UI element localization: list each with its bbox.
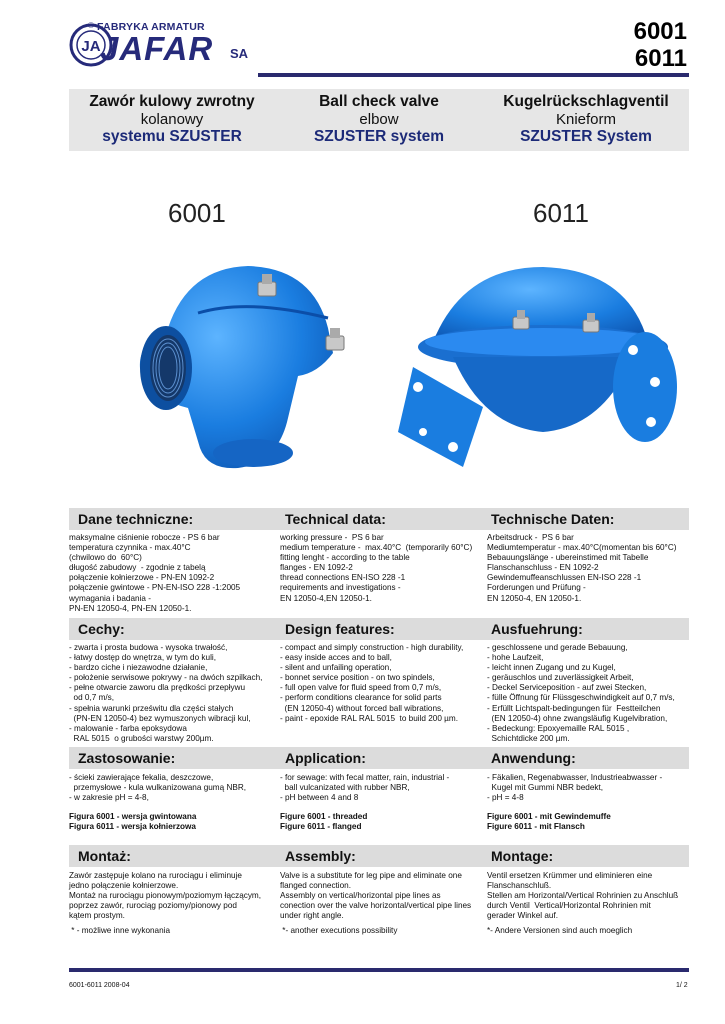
tech-text-de: Arbeitsdruck - PS 6 bar Mediumtemperatur - max.40°C(momentan bis 60°C) Bebauungslänge - ubereinstimed mit Tabelle Flanschanschluss - EN 1092-2 Gewindemuffeanschlussen EN-ISO 228 -1 Forderungen und Prüfung - EN 12050-4, EN 12050-1. [487, 533, 677, 603]
doc-reference: 6001-6011 2008-04 [69, 982, 130, 989]
assembly-text-de: Ventil ersetzen Krümmer und eliminieren eine Flanschanschluß. Stellen am Horizontal/Vertical Rohrinien zu Anschluß durch Ventil Vertical/Horizontal Rohrinien mit gerader Winkel auf. [487, 871, 679, 921]
title-de-line2: Knieform [555, 111, 617, 128]
section-header-assembly [69, 845, 689, 867]
product-code-1: 6001 [633, 18, 687, 45]
assembly-text-pl: Zawór zastępuje kolano na rurociągu i eliminuje jedno połączenie kołnierzowe. Montaż na rurociągu pionowym/poziomym łączącym, poprzez zawór, rurociąg poziomy/pionowy pod kątem prostym. [69, 871, 262, 921]
footer-rule [69, 968, 689, 972]
title-en-line2: elbow [359, 111, 399, 128]
application-text-en: - for sewage: with fecal matter, rain, industrial - ball vulcanizated with rubber NBR, - pH between 4 and 8 [280, 773, 450, 803]
assembly-text-en: Valve is a substitute for leg pipe and eliminate one flanged connection. Assembly on vertical/horizontal pipe lines as conection over the valve horizontal/vertical pipe lines under right angle. [280, 871, 472, 921]
note-pl: * - możliwe inne wykonania [69, 926, 171, 935]
section-title-pl: Cechy: [78, 621, 125, 637]
section-title-en: Design features: [285, 621, 395, 637]
model-label-right: 6011 [533, 198, 589, 228]
bolt-icon [326, 328, 344, 350]
features-text-en: - compact and simply construction - high durability, - easy inside acces and to ball, - silent and unfailing operation, - bonnet service position - on two spindels, - full open valve for fluid speed from 0,7 m/s, - perform conditions clearance for solid parts (EN 12050-4) without forced ball wibrations, - paint - epoxide RAL RAL 5015 to build 200 µm. [280, 643, 464, 723]
header-rule [258, 73, 689, 77]
title-de-line3: SZUSTER System [520, 128, 652, 145]
features-text-de: - geschlossene und gerade Bebauung, - hohe Laufzeit, - leicht innen Zugang und zu Kugel, - geräuschlos und zuverlässigkeit Arbeit, - Deckel Serviceposition - auf zwei Stecken, - fülle Öffnung für Flüssgeschwindigkeit auf 0,7 m/s, - Erfüllt Lichtspalt-bedingungen für Festteilchen (EN 12050-4) ohne zwangsläufig Kugelvibration, - Bedeckung: Epoxyemaille RAL 5015 , Schichtdicke 200 µm. [487, 643, 675, 743]
application-text-de: - Fäkalien, Regenabwasser, Industrieabwasser - Kugel mit Gummi NBR bedekt, - pH = 4-8 [487, 773, 663, 803]
note-en: *- another executions possibility [280, 926, 398, 935]
logo-letters: JA [81, 38, 101, 55]
title-en-line1: Ball check valve [319, 93, 439, 110]
valve-6011-image [393, 262, 688, 472]
product-code-2: 6011 [634, 45, 687, 72]
section-title-de: Technische Daten: [491, 511, 615, 527]
application-text-pl: - ścieki zawierające fekalia, deszczowe, przemysłowe - kula wulkanizowana gumą NBR, - w zakresie pH = 4-8, [69, 773, 247, 803]
section-header-features [69, 618, 689, 640]
figure-versions-de: Figure 6001 - mit Gewindemuffe Figure 6011 - mit Flansch [487, 812, 611, 832]
note-de: *- Andere Versionen sind auch moeglich [487, 926, 633, 935]
page-number: 1/ 2 [676, 982, 688, 989]
section-title-en: Technical data: [285, 511, 386, 527]
section-title-pl: Montaż: [78, 848, 131, 864]
title-en-line3: SZUSTER system [313, 128, 445, 145]
section-title-pl: Zastosowanie: [78, 750, 176, 766]
section-header-application [69, 747, 689, 769]
title-de-line1: Kugelrückschlagventil [503, 93, 669, 110]
title-pl-line2: kolanowy [140, 111, 204, 128]
title-pl-line3: systemu SZUSTER [102, 128, 242, 145]
section-title-de: Montage: [491, 848, 554, 864]
title-pl [69, 89, 275, 146]
valve-6001-image [128, 258, 358, 473]
section-header-technical [69, 508, 689, 530]
figure-versions-en: Figure 6001 - threaded Figure 6011 - flanged [280, 812, 368, 832]
section-title-pl: Dane techniczne: [78, 511, 194, 527]
model-label-left: 6001 [168, 198, 226, 228]
tech-text-en: working pressure - PS 6 bar medium temperature - max.40°C (temporarily 60°C) fitting lenght - according to the table flanges - EN 1092-2 thread connections EN-ISO 228 -1 requirements and investigations - EN 12050-4,EN 12050-1. [280, 533, 473, 603]
registered-mark: ® [88, 21, 94, 30]
brand-name: JAFAR [100, 30, 214, 67]
section-title-de: Ausfuehrung: [491, 621, 583, 637]
features-text-pl: - zwarta i prosta budowa - wysoka trwałość, - łatwy dostęp do wnętrza, w tym do kuli, - bardzo ciche i niezawodne działanie, - położenie serwisowe pokrywy - na dwóch szpilkach, - pełne otwarcie zaworu dla prędkości przepływu od 0,7 m/s, - spełnia warunki prześwitu dla części stałych (PN-EN 12050-4) bez wymuszonych wibracji kul, - malowanie - farba epoksydowa RAL 5015 o grubości warstwy 200µm. [69, 643, 263, 743]
title-band [69, 89, 689, 151]
brand-suffix: SA [230, 46, 249, 61]
section-title-de: Anwendung: [491, 750, 576, 766]
title-en [276, 89, 482, 146]
tech-text-pl: maksymalne ciśnienie robocze - PS 6 bar temperatura czynnika - max.40°C (chwilowo do 60°C) długość zabudowy - zgodnie z tabelą połączenie kołnierzowe - PN-EN 1092-2 połączenie gwintowe - PN-EN-ISO 228 -1:2005 wymagania i badania - PN-EN 12050-4, PN-EN 12050-1. [69, 533, 241, 613]
section-title-en: Application: [285, 750, 366, 766]
brand-tagline: FABRYKA ARMATUR [97, 21, 205, 33]
section-title-en: Assembly: [285, 848, 356, 864]
figure-versions-pl: Figura 6001 - wersja gwintowana Figura 6011 - wersja kołnierzowa [69, 812, 197, 832]
title-pl-line1: Zawór kulowy zwrotny [89, 93, 255, 110]
title-de [483, 89, 689, 146]
